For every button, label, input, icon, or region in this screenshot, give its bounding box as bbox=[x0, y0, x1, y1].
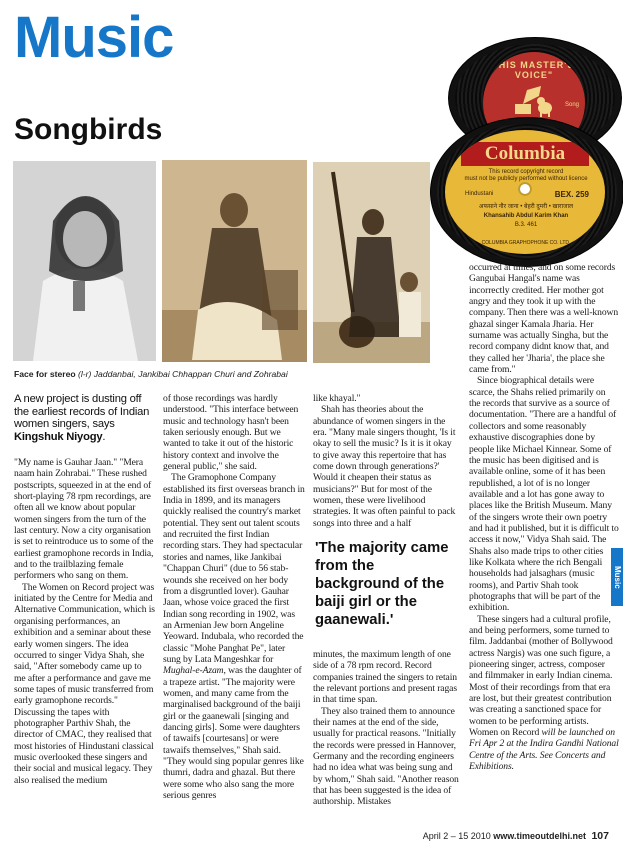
columbia-record-label bbox=[445, 130, 605, 254]
columbia-line-2: must not be publicly performed without licence bbox=[464, 176, 588, 182]
body-paragraph bbox=[163, 472, 305, 801]
website: www.timeoutdelhi.net bbox=[493, 831, 586, 841]
article-intro bbox=[14, 393, 154, 443]
body-paragraph: like khayal." bbox=[313, 393, 361, 404]
body-column-4 bbox=[469, 262, 619, 772]
body-paragraph: They also trained them to announce their names at the end of the side, usually for practical reasons. "Initially the records were pressed in Hannover, Germany and the recording engineers had no idea what was being sung and by whom," Shah said. "Another reason that has been suggested is the idea of authorship. Mistakes bbox=[313, 705, 459, 808]
caption-text: (l-r) Jaddanbai, Jankibai Chhappan Churi and Zohrabai bbox=[75, 369, 288, 379]
body-column-3 bbox=[313, 393, 461, 529]
hmv-small-text: Song bbox=[564, 102, 579, 108]
intro-author: Kingshuk Niyogy bbox=[14, 430, 103, 443]
body-paragraph: minutes, the maximum length of one side of a 78 rpm record. Record companies trained the singers to retain the relevant portions and present ragas in that time span. bbox=[313, 649, 457, 706]
caption-bold: Face for stereo bbox=[14, 369, 76, 379]
columbia-catalog-number: BEX. 259 bbox=[554, 190, 589, 199]
body-column-1 bbox=[14, 457, 155, 786]
body-text: , was the daughter of a trapeze artist. "The majority were women, and many came from the marginalised background of the baiji girl or the gaanewali [singing and dancing girls]. Some were daughters of tawaifs [courtesans] or were tawaifs themselves," Shah said. "They would sing popular genres like thumri, dadra and ghazal. But there were some who also sang the more serious genres bbox=[163, 665, 304, 802]
event-name: Women on Record bbox=[469, 727, 542, 739]
body-column-3-continued bbox=[313, 649, 461, 808]
body-text: The Gramophone Company established its first overseas branch in India in 1899, and its managers quickly realised the country's market potential. They sent out talent scouts and recruited the first Indian recording stars. They had spectacular stories and names, like Jankibai "Chappan Churi" (due to 56 stab-wounds she received on her body from a disgruntled lover). Gauhar Jaan, whose voice graced the first Indian song recording in 1902, was an Armenian Jew born Angeline Yeoward. Indubala, who recorded the classic "Mohe Panghat Pe", later sung by Lata Mangeshkar for bbox=[163, 472, 305, 665]
photo-caption bbox=[14, 369, 434, 380]
photo-zohrabai bbox=[313, 162, 430, 363]
body-column-2 bbox=[163, 393, 305, 801]
body-paragraph: "My name is Gauhar Jaan." "Mera naam hain Zohrabai." These rushed postscripts, squeezed in at the end of short-playing 78 rpm recordings, are often all we know about popular women singers from the turn of the last century. Now a city organisation is set to reintroduce us to some of the earliest gramophone records in India, and to the trailblazing female performers who sang on them. bbox=[14, 457, 154, 582]
columbia-title-hindi: अफसाने नौर जाना • बेहरी दुमरी • खाराजाल bbox=[478, 204, 574, 210]
columbia-hindustani: Hindustani bbox=[465, 191, 494, 197]
event-note bbox=[469, 727, 619, 772]
page-footer bbox=[423, 830, 609, 842]
columbia-artist: Khansahib Abdul Karim Khan bbox=[483, 213, 569, 219]
body-paragraph: occurred at times, and on some records Gangubai Hangal's name was incorrectly credited. Her mother got angry and they took it up with the company. Then there was a well-known ghazal singer Kamala Jharia. Her surname was actually Singha, but the record company didnt know that, and they called her 'Jharia', the place she came from." bbox=[469, 262, 619, 376]
columbia-company: COLUMBIA GRAPHOPHONE CO. LTD. bbox=[481, 240, 571, 246]
film-title: Mughal-e-Azam bbox=[163, 665, 224, 677]
body-paragraph: The Women on Record project was initiated by the Centre for Media and Alternative Communication, which is organising performances, an exhibition and a seminar about these early women singers. The idea occurred to singer Vidya Shah, she said, "After somebody came up to me after a performance and gave me some tapes of music transferred from early gramophone records." Discussing the tapes with photographer Parthiv Shah, the director of CMAC, they realised that most histories of Hindustani classical music overlooked these singers and their social and musical legacy. They also realised the medium bbox=[14, 581, 155, 786]
body-paragraph: These singers had a cultural profile, and being performers, some turned to film. Jaddanbai (mother of Bollywood actress Nargis) was one such figure, a pioneering singer, actress, composer and filmmaker in early Indian cinema. Most of their recordings from that era are lost, but their greatest contribution was creating a sanctioned space for women to be performing artists. bbox=[469, 613, 613, 727]
photo-jankibai bbox=[162, 160, 307, 362]
page-number: 107 bbox=[591, 830, 609, 842]
hmv-label-text: "HIS MASTER'S VOICE" bbox=[493, 60, 575, 80]
article-title: Songbirds bbox=[14, 113, 163, 146]
body-paragraph: Shah has theories about the abundance of women singers in the era. "Many male singers thought, 'Is it okay to sell the music? Is it is it okay to give away this repertoire that has come down through generations?' Would it cheapen their status as musicians?" But for most of the women, these were livelihood strategies. It was often painful to pack songs into three and a half bbox=[313, 404, 456, 529]
columbia-matrix: B.3. 461 bbox=[514, 222, 538, 228]
record-spindle-hole bbox=[518, 182, 532, 196]
columbia-brand: Columbia bbox=[461, 142, 589, 166]
body-paragraph: Since biographical details were scarce, the Shahs relied primarily on the records that survive as a source of documentation. "There are a handful of collectors and some reasonably exhaustive discographies done by people like Michael Kinnear. Some of the music has been digitised and is available online, some of it has been republished, a lot of is no longer available and a lot has gone away to places like the British Museum. Many of the singers wrote their own poetry and had it published, but it is difficult to access it now," Vidya Shah said. The Shahs also made trips to other cities like Kolkata where the rich Bengali households had jalsaghars (music rooms), and Partiv Shah took photographs that will be part of the exhibition. bbox=[469, 375, 619, 614]
columbia-record-image bbox=[431, 118, 623, 266]
issue-date: April 2 – 15 2010 bbox=[422, 831, 491, 841]
event-details: will be launched on Fri Apr 2 at the Indira Gandhi National Centre of the Arts. See Concerts and Exhibitions. bbox=[469, 727, 619, 773]
section-title: Music bbox=[14, 5, 174, 70]
pull-quote: 'The majority came from the background of the baiji girl or the gaanewali.' bbox=[315, 540, 449, 628]
photo-jaddanbai bbox=[13, 161, 156, 361]
columbia-line-1: This record copyright record bbox=[488, 169, 564, 175]
intro-text: A new project is dusting off the earliest records of Indian women singers, says bbox=[14, 393, 150, 430]
section-side-tab: Music bbox=[611, 548, 623, 606]
dog-gramophone-icon bbox=[513, 84, 555, 118]
intro-end: . bbox=[102, 430, 106, 443]
body-paragraph: of those recordings was hardly understood. "This interface between music and technology hasn't been taken seriously enough. But we wanted to take it out of the historic history context and involve the general public," she said. bbox=[163, 393, 299, 473]
